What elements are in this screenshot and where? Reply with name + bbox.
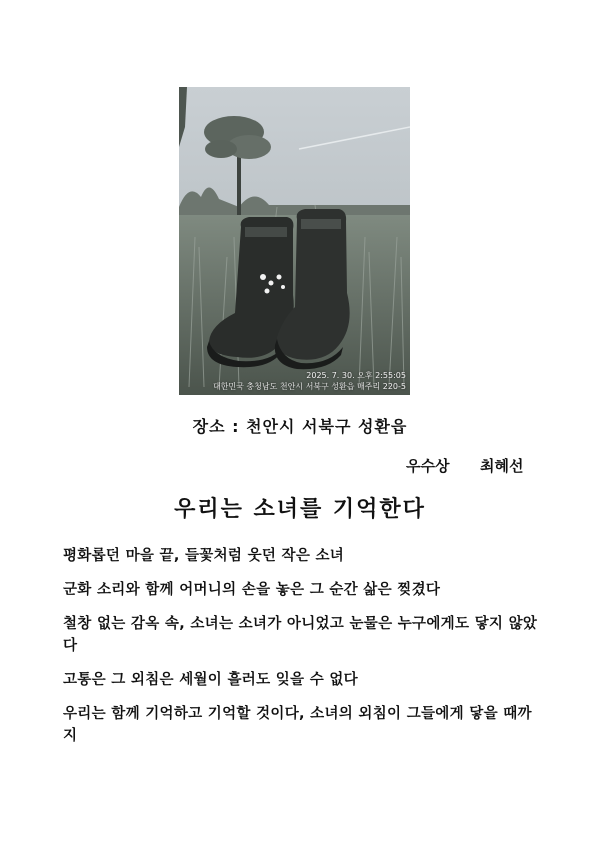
poem-line: 군화 소리와 함께 어머니의 손을 놓은 그 순간 삶은 찢겼다 [63, 582, 441, 598]
photo-timestamp: 2025. 7. 30. 오후 2:55:05 [306, 371, 406, 380]
author-name: 최혜선 [480, 457, 524, 475]
poem-line: 평화롭던 마을 끝, 들꽃처럼 웃던 작은 소녀 [63, 548, 345, 564]
poem-line: 고통은 그 외침은 세월이 흘러도 잊을 수 없다 [63, 672, 358, 688]
poem-body [63, 545, 543, 759]
place-label: 장소 : 천안시 서북구 성환읍 [192, 417, 408, 436]
boots-in-grass-image [179, 87, 410, 395]
poem-line: 철창 없는 감옥 속, 소녀는 소녀가 아니었고 눈물은 누구에게도 닿지 않았다 [63, 616, 538, 654]
award-label: 우수상 [406, 457, 450, 475]
poem-line: 우리는 함께 기억하고 기억할 것이다, 소녀의 외침이 그들에게 닿을 때까지 [63, 706, 532, 744]
boots-photo [179, 87, 410, 395]
photo-location-stamp: 대한민국 충청남도 천안시 서북구 성환읍 매주리 220-5 [212, 382, 406, 391]
poem-title: 우리는 소녀를 기억한다 [174, 497, 426, 522]
